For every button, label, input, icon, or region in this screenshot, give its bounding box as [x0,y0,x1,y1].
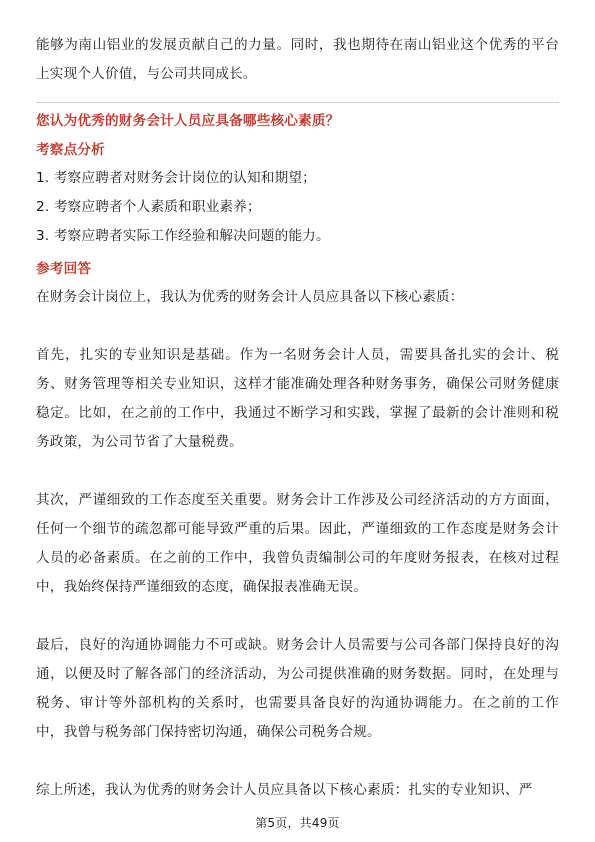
section-divider [36,102,559,103]
intro-paragraph: 能够为南山铝业的发展贡献自己的力量。同时，我也期待在南山铝业这个优秀的平台上实现个人价值，与公司共同成长。 [36,37,559,82]
analysis-point: 1. 考察应聘者对财务会计岗位的认知和期望； [36,170,316,186]
answer-lead: 在财务会计岗位上，我认为优秀的财务会计人员应具备以下核心素质： [36,289,464,305]
answer-paragraph: 最后，良好的沟通协调能力不可或缺。财务会计人员需要与公司各部门保持良好的沟通，以便及时了解各部门的经济活动，为公司提供准确的财务数据。同时，在处理与税务、审计等外部机构的关系时，也需要具备良好的沟通协调能力。在之前的工作中，我曾与税务部门保持密切沟通，确保公司税务合规。 [36,637,559,740]
analysis-point: 2. 考察应聘者个人素质和职业素养； [36,199,261,215]
answer-paragraph: 其次，严谨细致的工作态度至关重要。财务会计工作涉及公司经济活动的方方面面，任何一个细节的疏忽都可能导致严重的后果。因此，严谨细致的工作态度是财务会计人员的必备素质。在之前的工作中，我曾负责编制公司的年度财务报表，在核对过程中，我始终保持严谨细致的态度，确保报表准确无误。 [36,492,559,595]
interview-question: 您认为优秀的财务会计人员应具备哪些核心素质？ [36,113,340,129]
answer-heading: 参考回答 [36,261,92,277]
analysis-heading: 考察点分析 [36,142,105,158]
answer-paragraph: 综上所述，我认为优秀的财务会计人员应具备以下核心素质：扎实的专业知识、严 [36,782,533,798]
answer-paragraph: 首先，扎实的专业知识是基础。作为一名财务会计人员，需要具备扎实的会计、税务、财务管理等相关专业知识，这样才能准确处理各种财务事务，确保公司财务健康稳定。比如，在之前的工作中，我通过不断学习和实践，掌握了最新的会计准则和税务政策，为公司节省了大量税费。 [36,347,559,450]
analysis-point: 3. 考察应聘者实际工作经验和解决问题的能力。 [36,228,330,244]
page-content [36,31,559,805]
analysis-points [36,164,559,251]
page-indicator: 第5页，共49页 [255,816,340,830]
